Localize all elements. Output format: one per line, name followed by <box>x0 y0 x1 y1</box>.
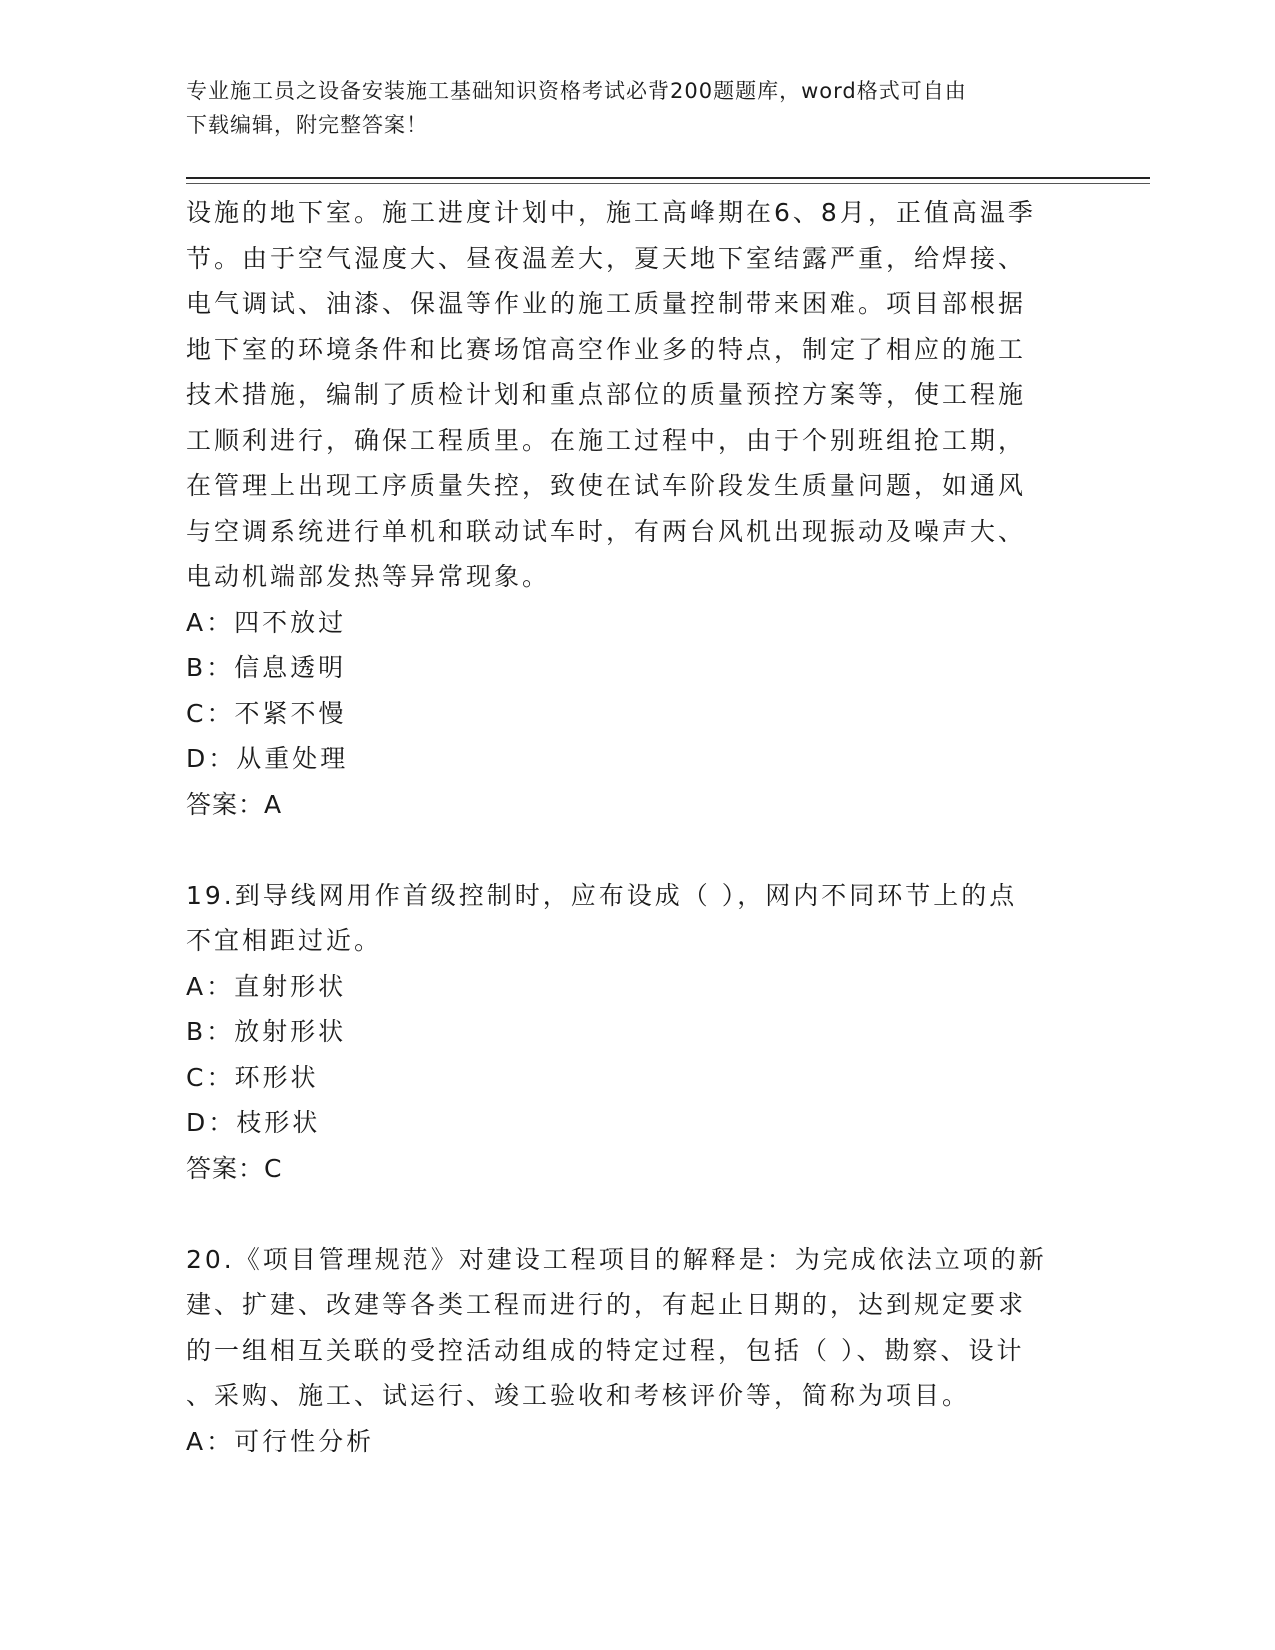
option-a: A：可行性分析 <box>186 1426 375 1456</box>
question-stem-line: 与空调系统进行单机和联动试车时，有两台风机出现振动及噪声大、 <box>186 516 1027 546</box>
question-stem-line: 20.《项目管理规范》对建设工程项目的解释是：为完成依法立项的新 <box>186 1244 1047 1274</box>
option-c: C：不紧不慢 <box>186 698 347 728</box>
question-stem-line: 19.到导线网用作首级控制时，应布设成（ ），网内不同环节上的点 <box>186 880 1018 910</box>
question-stem-line: 电气调试、油漆、保温等作业的施工质量控制带来困难。项目部根据 <box>186 289 1027 318</box>
option-d: D：从重处理 <box>186 744 349 773</box>
question-stem-line: 技术措施，编制了质检计划和重点部位的质量预控方案等，使工程施 <box>186 380 1027 409</box>
option-b: B：放射形状 <box>186 1017 347 1046</box>
question-stem-line: 不宜相距过近。 <box>186 926 383 955</box>
answer-line: 答案：A <box>186 789 283 819</box>
question-stem-line: 电动机端部发热等异常现象。 <box>186 562 551 591</box>
option-b: B：信息透明 <box>186 653 347 682</box>
page-header <box>186 74 1066 142</box>
option-a: A：四不放过 <box>186 607 347 637</box>
question-stem-line: 地下室的环境条件和比赛场馆高空作业多的特点，制定了相应的施工 <box>186 334 1027 364</box>
question-spacer <box>186 1191 1086 1237</box>
question-stem-line: 、采购、施工、试运行、竣工验收和考核评价等，简称为项目。 <box>186 1381 971 1410</box>
option-a: A：直射形状 <box>186 971 347 1001</box>
question-stem-line: 工顺利进行，确保工程质里。在施工过程中，由于个别班组抢工期， <box>186 425 1027 455</box>
question-20 <box>186 1237 1086 1465</box>
header-title-line-2: 下载编辑，附完整答案！ <box>186 113 428 137</box>
question-content <box>186 190 1086 1464</box>
option-d: D：枝形状 <box>186 1108 321 1137</box>
question-stem-line: 的一组相互关联的受控活动组成的特定过程，包括（ ）、勘察、设计 <box>186 1335 1025 1365</box>
question-stem-line: 节。由于空气湿度大、昼夜温差大，夏天地下室结露严重，给焊接、 <box>186 243 1027 273</box>
question-spacer <box>186 827 1086 873</box>
question-stem-line: 在管理上出现工序质量失控，致使在试车阶段发生质量问题，如通风 <box>186 471 1027 500</box>
answer-line: 答案：C <box>186 1153 283 1183</box>
question-stem-line: 建、扩建、改建等各类工程而进行的，有起止日期的，达到规定要求 <box>186 1290 1027 1319</box>
option-c: C：环形状 <box>186 1062 319 1092</box>
question-18 <box>186 190 1086 827</box>
header-divider-thin <box>186 183 1150 184</box>
header-divider-thick <box>186 177 1150 179</box>
header-title-line-1: 专业施工员之设备安装施工基础知识资格考试必背200题题库，word格式可自由 <box>186 79 967 103</box>
question-19 <box>186 873 1086 1192</box>
question-stem-line: 设施的地下室。施工进度计划中，施工高峰期在6、8月，正值高温季 <box>186 198 1036 227</box>
